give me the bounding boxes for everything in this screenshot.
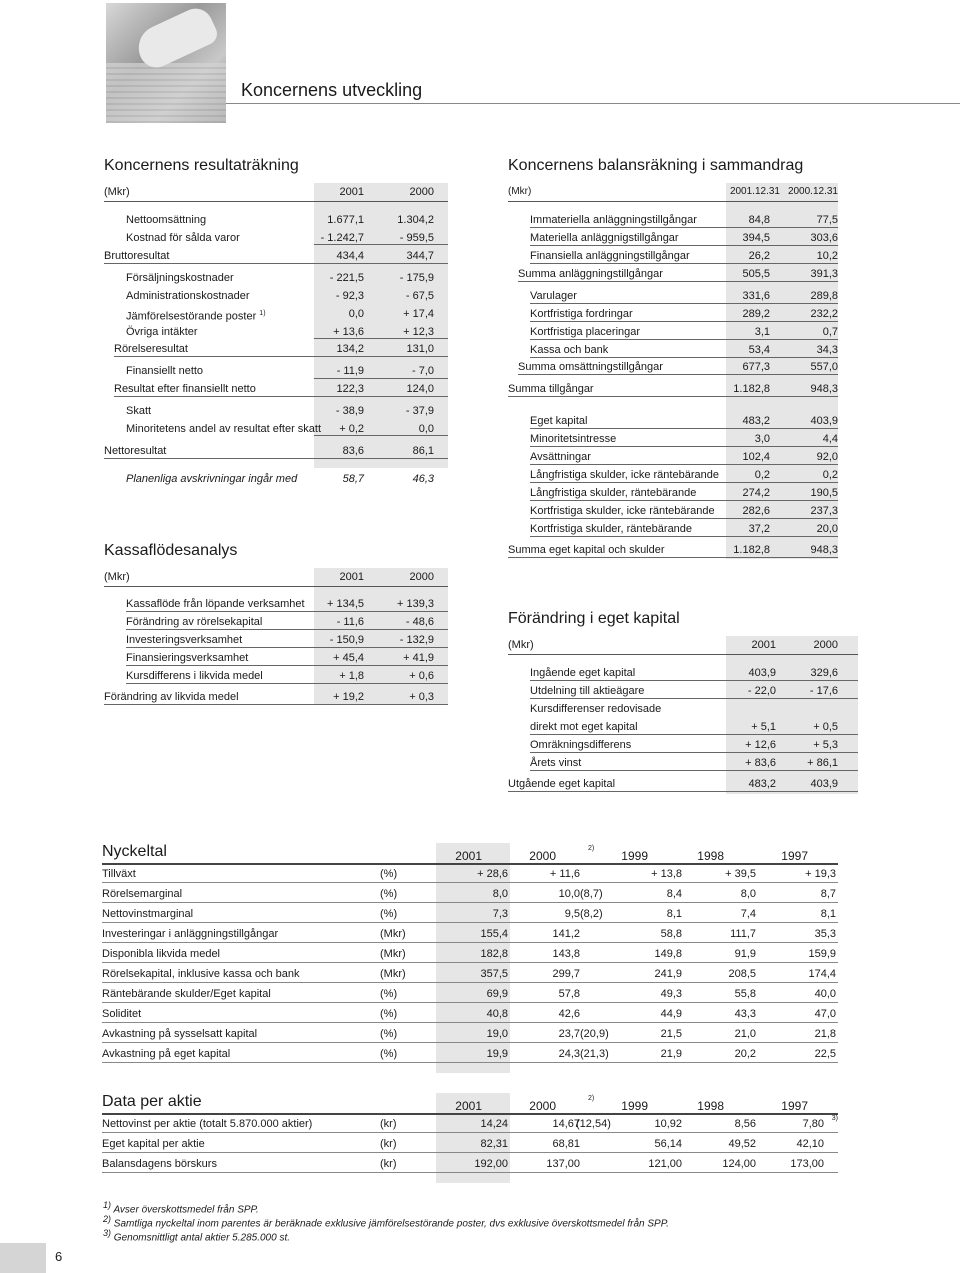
income-row: Nettoresultat 83,6 86,1 [104, 445, 434, 457]
pershare-row: Balansdagens börskurs (kr) 192,00 137,00 121,00 124,00 173,00 [102, 1158, 824, 1170]
equity-row: Utgående eget kapital 483,2 403,9 [508, 778, 838, 790]
income-row: Övriga intäkter + 13,6 + 12,3 [126, 326, 434, 338]
balance-table [508, 183, 838, 559]
pershare-year: 1998 [697, 1099, 724, 1113]
pershare-year: 2001 [455, 1099, 482, 1113]
equity-row: Årets vinst + 83,6 + 86,1 [530, 757, 838, 769]
keyratios-year: 1999 [621, 849, 648, 863]
pershare-title: Data per aktie [102, 1093, 202, 1110]
heading-rule [226, 103, 960, 104]
balance-row: Summa omsättningstillgångar 677,3 557,0 [518, 361, 838, 373]
balance-header: (Mkr) 2001.12.31 2000.12.31 [508, 185, 838, 202]
balance-row: Långfristiga skulder, räntebärande 274,2 190,5 [530, 487, 838, 499]
keyratios-row: Avkastning på eget kapital (%) 19,9 24,3 (21,3) 21,9 20,2 22,5 [102, 1048, 836, 1060]
balance-row: Summa anläggningstillgångar 505,5 391,3 [518, 268, 838, 280]
keyratios-year: 2000 [529, 849, 556, 863]
cashflow-row: Förändring av likvida medel + 19,2 + 0,3 [104, 691, 434, 703]
pershare-year: 2000 [529, 1099, 556, 1113]
equity-row: Utdelning till aktieägare - 22,0 - 17,6 [530, 685, 838, 697]
pershare-table [102, 1093, 838, 1183]
income-row: Kostnad för sålda varor - 1.242,7 - 959,5 [126, 232, 434, 244]
income-row: Försäljningskostnader - 221,5 - 175,9 [126, 272, 434, 284]
keyratios-row: Rörelsekapital, inklusive kassa och bank (Mkr) 357,5 299,7 241,9 208,5 174,4 [102, 968, 836, 980]
balance-row: Varulager 331,6 289,8 [530, 290, 838, 302]
page-heading: Koncernens utveckling [241, 80, 423, 100]
cashflow-title: Kassaflödesanalys [104, 542, 238, 559]
header-photo [106, 3, 226, 123]
income-row: Rörelseresultat 134,2 131,0 [114, 343, 434, 355]
cashflow-table [104, 568, 448, 705]
income-row: Minoritetens andel av resultat efter skatt + 0,2 0,0 [126, 423, 434, 435]
pershare-note: 2) [588, 1095, 595, 1102]
balance-row: Kortfristiga placeringar 3,1 0,7 [530, 326, 838, 338]
keyratios-row: Avkastning på sysselsatt kapital (%) 19,0 23,7 (20,9) 21,5 21,0 21,8 [102, 1028, 836, 1040]
keyratios-row: Soliditet (%) 40,8 42,6 44,9 43,3 47,0 [102, 1008, 836, 1020]
cashflow-row: Kursdifferens i likvida medel + 1,8 + 0,6 [126, 670, 434, 682]
balance-row: Summa tillgångar 1.182,8 948,3 [508, 383, 838, 395]
balance-row: Kassa och bank 53,4 34,3 [530, 344, 838, 356]
balance-row: Långfristiga skulder, icke räntebärande 0,2 0,2 [530, 469, 838, 481]
equity-title: Förändring i eget kapital [508, 610, 680, 627]
keyratios-row: Nettovinstmarginal (%) 7,3 9,5 (8,2) 8,1 7,4 8,1 [102, 908, 836, 920]
income-table [104, 183, 448, 468]
pershare-row: Nettovinst per aktie (totalt 5.870.000 aktier) (kr) 14,24 14,67 (12,54) 10,92 8,56 7,80 [102, 1118, 824, 1130]
page-number: 6 [55, 1249, 63, 1264]
balance-row: Finansiella anläggningstillgångar 26,2 10,2 [530, 250, 838, 262]
keyratios-note: 2) [588, 845, 595, 852]
equity-row: Kursdifferenser redovisade [530, 703, 662, 715]
footnote: $^{3)}$ Genomsnittligt antal aktier 5.285.000 st. [103, 1228, 291, 1244]
keyratios-row: Rörelsemarginal (%) 8,0 10,0 (8,7) 8,4 8,0 8,7 [102, 888, 836, 900]
keyratios-year: 1998 [697, 849, 724, 863]
equity-row: direkt mot eget kapital + 5,1 + 0,5 [530, 721, 838, 733]
balance-title: Koncernens balansräkning i sammandrag [508, 157, 804, 174]
balance-row: Minoritetsintresse 3,0 4,4 [530, 433, 838, 445]
cashflow-row: Kassaflöde från löpande verksamhet + 134,5 + 139,3 [126, 598, 434, 610]
equity-header: (Mkr) 2001 2000 [508, 638, 858, 655]
income-row: Skatt - 38,9 - 37,9 [126, 405, 434, 417]
footnote: $^{2)}$ Samtliga nyckeltal inom parentes är beräknade exklusive jämförelsestörande poster, dvs exklusive överskottsmedel från SPP. [103, 1214, 669, 1230]
balance-row: Avsättningar 102,4 92,0 [530, 451, 838, 463]
balance-row: Immateriella anläggningstillgångar 84,8 77,5 [530, 214, 838, 226]
pershare-lastnote: 3) [831, 1115, 838, 1122]
cashflow-header: (Mkr) 2001 2000 [104, 570, 448, 587]
keyratios-table [102, 843, 838, 1073]
keyratios-title: Nyckeltal [102, 843, 167, 860]
keyratios-year: 2001 [455, 849, 482, 863]
footnote: $^{1)}$ Avser överskottsmedel från SPP. [103, 1200, 259, 1216]
pershare-row: Eget kapital per aktie (kr) 82,31 68,81 56,14 49,52 42,10 [102, 1138, 824, 1150]
income-row: Finansiellt netto - 11,9 - 7,0 [126, 365, 434, 377]
page-number-tab [0, 1243, 46, 1273]
cashflow-row: Investeringsverksamhet - 150,9 - 132,9 [126, 634, 434, 646]
income-row: Nettoomsättning 1.677,1 1.304,2 [126, 214, 434, 226]
cashflow-row: Förändring av rörelsekapital - 11,6 - 48,6 [126, 616, 434, 628]
keyratios-row: Räntebärande skulder/Eget kapital (%) 69,9 57,8 49,3 55,8 40,0 [102, 988, 836, 1000]
keyratios-row: Disponibla likvida medel (Mkr) 182,8 143,8 149,8 91,9 159,9 [102, 948, 836, 960]
income-row: Administrationskostnader - 92,3 - 67,5 [126, 290, 434, 302]
balance-row: Kortfristiga skulder, icke räntebärande 282,6 237,3 [530, 505, 838, 517]
keyratios-row: Tillväxt (%) + 28,6 + 11,6 + 13,8 + 39,5 + 19,3 [102, 868, 836, 880]
balance-row: Kortfristiga skulder, räntebärande 37,2 20,0 [530, 523, 838, 535]
cashflow-row: Finansieringsverksamhet + 45,4 + 41,9 [126, 652, 434, 664]
photo-paper [106, 63, 226, 123]
income-row: Resultat efter finansiellt netto 122,3 124,0 [114, 383, 434, 395]
pershare-year: 1997 [781, 1099, 808, 1113]
keyratios-row: Investeringar i anläggningstillgångar (Mkr) 155,4 141,2 58,8 111,7 35,3 [102, 928, 836, 940]
income-title: Koncernens resultaträkning [104, 157, 299, 174]
balance-row: Kortfristiga fordringar 289,2 232,2 [530, 308, 838, 320]
equity-row: Ingående eget kapital 403,9 329,6 [530, 667, 838, 679]
keyratios-year: 1997 [781, 849, 808, 863]
income-header: (Mkr) 2001 2000 [104, 185, 448, 202]
equity-table [508, 636, 858, 794]
pershare-year: 1999 [621, 1099, 648, 1113]
balance-row: Summa eget kapital och skulder 1.182,8 948,3 [508, 544, 838, 556]
income-row: Bruttoresultat 434,4 344,7 [104, 250, 434, 262]
income-row: Jämförelsestörande poster $^{1)}$ 0,0 + 17,4 [126, 308, 434, 323]
balance-row: Materiella anläggnigstillgångar 394,5 303,6 [530, 232, 838, 244]
balance-row: Eget kapital 483,2 403,9 [530, 415, 838, 427]
equity-row: Omräkningsdifferens + 12,6 + 5,3 [530, 739, 838, 751]
